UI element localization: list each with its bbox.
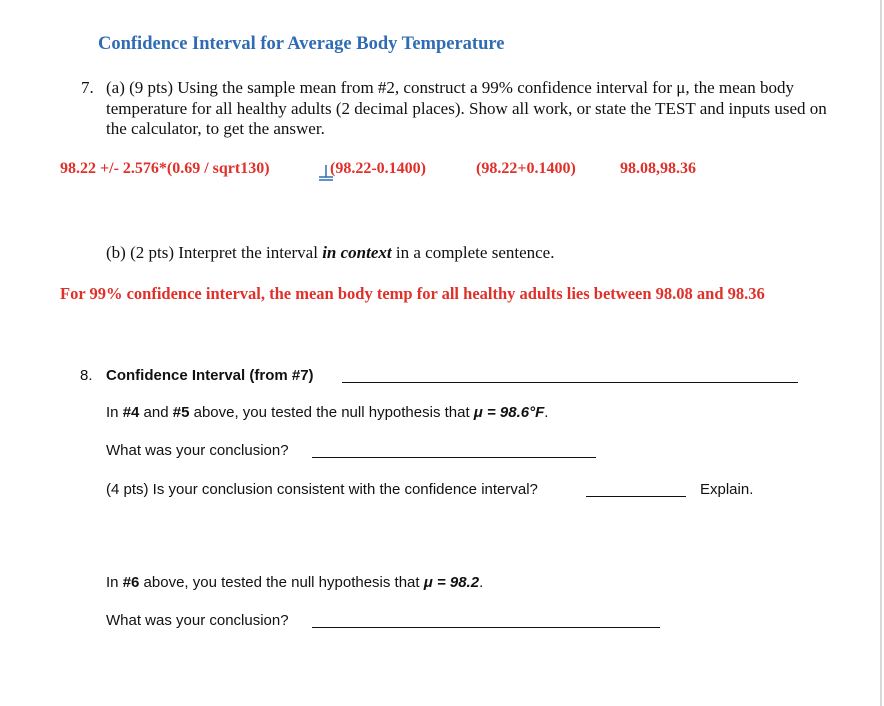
line1-prefix: In [106,404,123,421]
hypothesis-line-2 [106,574,483,591]
line2-prefix: In [106,574,123,591]
answer-upper-bound: (98.22+0.1400) [476,160,576,177]
hypothesis-line-1 [106,404,548,421]
explain-label: Explain. [700,481,754,498]
page-edge [880,0,882,706]
answer-result: 98.08,98.36 [620,160,696,177]
answer-lower-bound: (98.22-0.1400) [330,160,426,177]
page-title: Confidence Interval for Average Body Temperature [98,34,505,54]
line2-text: above, you tested the null hypothesis that [139,574,424,591]
part-b-prefix: (b) (2 pts) Interpret the interval [106,243,323,262]
conclusion-question-1: What was your conclusion? [106,442,289,459]
question-7-part-a: (a) (9 pts) Using the sample mean from #2, construct a 99% confidence interval for μ, the mean body temperature for all healthy adults (2 decimal places). Show all work, or state the TEST and inputs used on the calculator, to get the answer. [106,78,827,138]
answer-formula: 98.22 +/- 2.576*(0.69 / sqrt130) [60,160,270,177]
consistency-question: (4 pts) Is your conclusion consistent with the confidence interval? [106,481,538,498]
answer-line-consistency [586,496,686,497]
line2-end: . [479,574,484,591]
part-b-suffix: in a complete sentence. [391,243,555,262]
conclusion-question-2: What was your conclusion? [106,612,289,629]
question-8-heading: Confidence Interval (from #7) [106,367,314,384]
question-8-number: 8. [80,367,93,384]
ref-4: #4 [122,404,140,421]
line1-mid: and [139,404,173,421]
line1-end: . [544,404,549,421]
hypothesis-1: μ = 98.6°F [473,404,545,421]
answer-line-conclusion-1 [312,457,596,458]
ref-5: #5 [172,404,190,421]
answer-line-heading [342,382,798,383]
part-b-emphasis: in context [322,243,392,262]
ref-6: #6 [122,574,140,591]
question-7-number: 7. [81,78,94,97]
answer-line-conclusion-2 [312,627,660,628]
question-7-part-b [106,243,554,263]
interpretation-answer: For 99% confidence interval, the mean body temp for all healthy adults lies between 98.08 and 98.36 [60,284,765,303]
hypothesis-2: μ = 98.2 [423,574,480,591]
line1-text: above, you tested the null hypothesis that [189,404,474,421]
